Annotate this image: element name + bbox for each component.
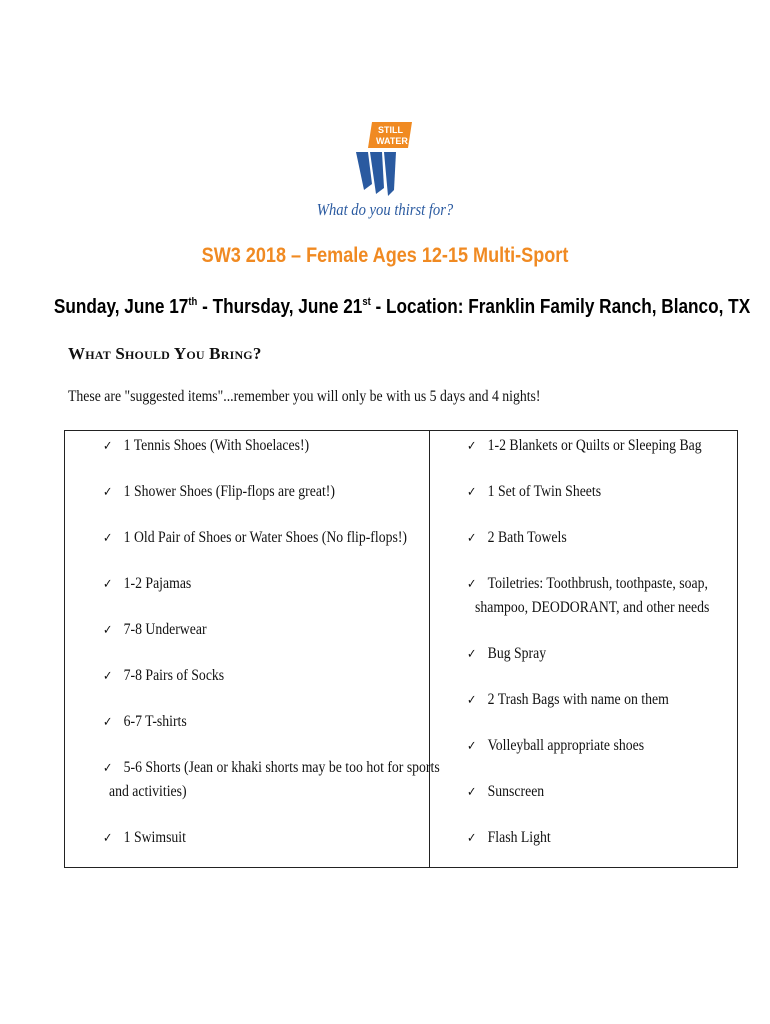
check-icon: ✓ bbox=[467, 530, 477, 545]
list-item: ✓ 1 Shower Shoes (Flip-flops are great!) bbox=[103, 479, 335, 504]
svg-text:WATER: WATER bbox=[376, 136, 408, 146]
check-icon: ✓ bbox=[103, 530, 113, 545]
check-icon: ✓ bbox=[467, 692, 477, 707]
svg-text:STILL: STILL bbox=[378, 125, 403, 135]
check-icon: ✓ bbox=[103, 484, 113, 499]
check-icon: ✓ bbox=[103, 668, 113, 683]
check-icon: ✓ bbox=[467, 830, 477, 845]
list-item: ✓ 1-2 Blankets or Quilts or Sleeping Bag bbox=[467, 433, 702, 458]
list-item: ✓ Sunscreen bbox=[467, 779, 544, 804]
list-item: ✓ 1 Set of Twin Sheets bbox=[467, 479, 601, 504]
list-item: ✓ 2 Trash Bags with name on them bbox=[467, 687, 669, 712]
list-item: ✓ 1 Tennis Shoes (With Shoelaces!) bbox=[103, 433, 309, 458]
column-divider bbox=[429, 431, 430, 867]
list-item: ✓ 1 Old Pair of Shoes or Water Shoes (No flip-flops!) bbox=[103, 525, 407, 550]
section-heading: What Should You Bring? bbox=[68, 344, 262, 363]
tagline: What do you thirst for? bbox=[316, 200, 454, 219]
check-icon: ✓ bbox=[103, 830, 113, 845]
list-item: ✓ 1-2 Pajamas bbox=[103, 571, 191, 596]
check-icon: ✓ bbox=[467, 576, 477, 591]
check-icon: ✓ bbox=[467, 484, 477, 499]
list-item: ✓ 1 Swimsuit bbox=[103, 825, 186, 850]
list-item: ✓ 6-7 T-shirts bbox=[103, 709, 187, 734]
list-item: ✓ Toiletries: Toothbrush, toothpaste, soap, bbox=[467, 571, 708, 596]
still-water-logo bbox=[354, 118, 416, 196]
check-icon: ✓ bbox=[103, 760, 113, 775]
check-icon: ✓ bbox=[467, 784, 477, 799]
list-item: ✓ Volleyball appropriate shoes bbox=[467, 733, 644, 758]
list-item: ✓ Flash Light bbox=[467, 825, 551, 850]
event-dates-location: Sunday, June 17th - Thursday, June 21st - Location: Franklin Family Ranch, Blanco, TX bbox=[53, 296, 751, 318]
check-icon: ✓ bbox=[467, 646, 477, 661]
page-title: SW3 2018 – Female Ages 12-15 Multi-Sport bbox=[201, 244, 569, 267]
packing-list-table bbox=[64, 430, 738, 868]
list-item: ✓ 2 Bath Towels bbox=[467, 525, 567, 550]
check-icon: ✓ bbox=[467, 738, 477, 753]
check-icon: ✓ bbox=[467, 438, 477, 453]
check-icon: ✓ bbox=[103, 438, 113, 453]
check-icon: ✓ bbox=[103, 714, 113, 729]
list-item: ✓ 5-6 Shorts (Jean or khaki shorts may be too hot for sports bbox=[103, 755, 440, 780]
list-item: ✓ 7-8 Pairs of Socks bbox=[103, 663, 224, 688]
list-item: ✓ Bug Spray bbox=[467, 641, 546, 666]
check-icon: ✓ bbox=[103, 622, 113, 637]
list-item: ✓ 7-8 Underwear bbox=[103, 617, 207, 642]
list-item-continuation: and activities) bbox=[109, 783, 187, 800]
list-item-continuation: shampoo, DEODORANT, and other needs bbox=[475, 599, 710, 616]
intro-text: These are "suggested items"...remember you will only be with us 5 days and 4 nights! bbox=[68, 388, 541, 405]
check-icon: ✓ bbox=[103, 576, 113, 591]
